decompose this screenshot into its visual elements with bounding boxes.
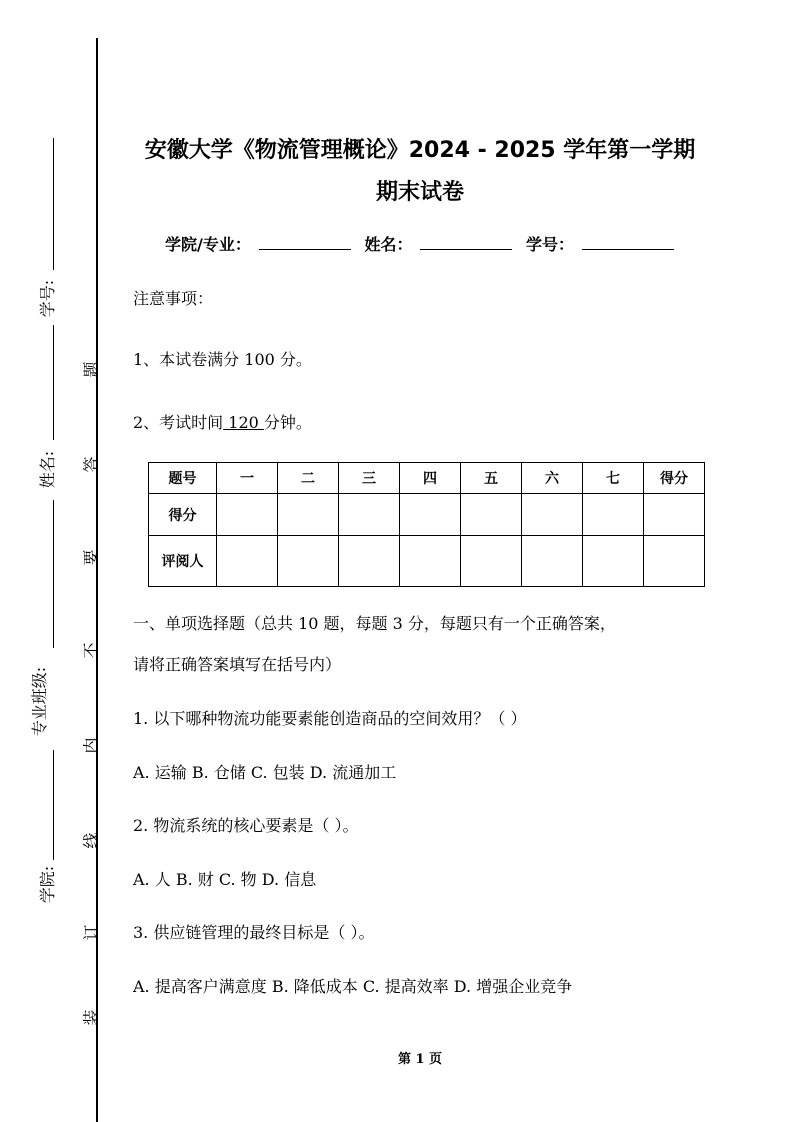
binding-char: 题 — [81, 361, 101, 378]
page-number: 第 1 页 — [397, 1052, 443, 1067]
note-2-unit: 分钟。 — [263, 413, 312, 432]
header-cell: 三 — [339, 463, 400, 494]
question-3-options: A. 提高客户满意度 B. 降低成本 C. 提高效率 D. 增强企业竞争 — [133, 977, 573, 996]
header-cell: 六 — [522, 463, 583, 494]
margin-student-id: 学号: — [38, 279, 58, 318]
page-title: 安徽大学《物流管理概论》2024 - 2025 学年第一学期 — [144, 138, 696, 163]
reviewer-cell[interactable] — [461, 536, 522, 587]
student-info-row — [165, 232, 682, 255]
header-cell: 二 — [278, 463, 339, 494]
header-cell: 题号 — [149, 463, 217, 494]
header-cell: 五 — [461, 463, 522, 494]
note-1: 1、本试卷满分 100 分。 — [133, 350, 312, 369]
row-label: 评阅人 — [149, 536, 217, 587]
field-line — [53, 325, 54, 440]
college-blank[interactable] — [259, 235, 351, 250]
score-cell[interactable] — [400, 494, 461, 536]
reviewer-cell[interactable] — [644, 536, 705, 587]
binding-char: 装 — [81, 1009, 101, 1026]
name-label: 姓名： — [364, 235, 413, 254]
field-line — [53, 750, 54, 860]
question-2: 2. 物流系统的核心要素是（ ）。 — [133, 816, 359, 835]
score-table — [148, 462, 705, 587]
table-header-row — [149, 463, 705, 494]
note-2 — [133, 410, 312, 433]
score-cell[interactable] — [339, 494, 400, 536]
field-line — [53, 500, 54, 648]
score-cell[interactable] — [522, 494, 583, 536]
question-1: 1. 以下哪种物流功能要素能创造商品的空间效用？（ ） — [133, 709, 527, 728]
header-cell: 四 — [400, 463, 461, 494]
row-label: 得分 — [149, 494, 217, 536]
reviewer-cell[interactable] — [522, 536, 583, 587]
reviewer-cell[interactable] — [339, 536, 400, 587]
margin-college: 学院: — [38, 865, 58, 904]
header-cell: 七 — [583, 463, 644, 494]
score-cell[interactable] — [644, 494, 705, 536]
binding-char: 线 — [81, 832, 101, 849]
reviewer-cell[interactable] — [217, 536, 278, 587]
header-cell: 一 — [217, 463, 278, 494]
margin-name: 姓名: — [38, 450, 58, 489]
college-label: 学院/专业： — [165, 235, 251, 254]
page-subtitle: 期末试卷 — [375, 180, 464, 205]
margin-major: 专业班级: — [30, 666, 50, 737]
table-row — [149, 494, 705, 536]
section-title-cont: 请将正确答案填写在括号内） — [133, 655, 342, 674]
binding-char: 不 — [81, 642, 101, 659]
question-2-options: A. 人 B. 财 C. 物 D. 信息 — [133, 870, 317, 889]
id-label: 学号： — [526, 235, 575, 254]
score-cell[interactable] — [461, 494, 522, 536]
question-1-options: A. 运输 B. 仓储 C. 包装 D. 流通加工 — [133, 763, 397, 782]
binding-char: 内 — [81, 737, 101, 754]
table-row — [149, 536, 705, 587]
question-3: 3. 供应链管理的最终目标是（ ）。 — [133, 923, 375, 942]
section-title: 一、单项选择题（总共 10 题，每题 3 分，每题只有一个正确答案， — [133, 614, 616, 633]
binding-char: 订 — [81, 924, 101, 941]
name-blank[interactable] — [420, 235, 512, 250]
notes-heading: 注意事项： — [133, 289, 214, 308]
score-cell[interactable] — [217, 494, 278, 536]
header-cell: 得分 — [644, 463, 705, 494]
binding-char: 要 — [81, 549, 101, 566]
exam-duration: 120 — [223, 413, 264, 432]
reviewer-cell[interactable] — [278, 536, 339, 587]
score-cell[interactable] — [278, 494, 339, 536]
score-cell[interactable] — [583, 494, 644, 536]
reviewer-cell[interactable] — [583, 536, 644, 587]
id-blank[interactable] — [582, 235, 674, 250]
reviewer-cell[interactable] — [400, 536, 461, 587]
binding-char: 答 — [81, 456, 101, 473]
note-2-text: 2、考试时间 — [133, 413, 224, 432]
